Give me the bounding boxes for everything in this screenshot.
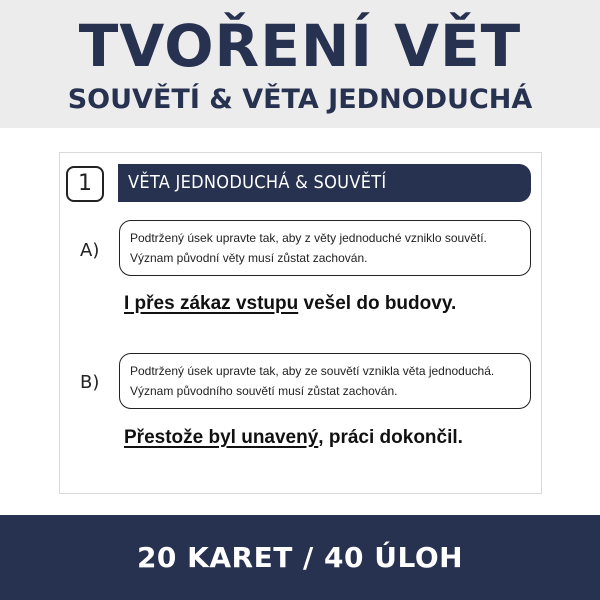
exercise-number-badge: 1 <box>66 166 104 202</box>
task-b-sentence-rest: , práci dokončil. <box>318 427 463 448</box>
task-b-sentence <box>124 427 463 449</box>
page-title: TVOŘENÍ VĚT <box>78 12 522 80</box>
task-a-sentence-rest: vešel do budovy. <box>298 293 457 314</box>
section-title-bar: VĚTA JEDNODUCHÁ & SOUVĚTÍ <box>118 164 531 202</box>
task-a-sentence <box>124 293 456 315</box>
task-b-underlined-part: Přestože byl unavený <box>124 427 319 448</box>
header-banner <box>0 0 600 128</box>
task-a-underlined-part: I přes zákaz vstupu <box>124 293 299 314</box>
page-subtitle: SOUVĚTÍ & VĚTA JEDNODUCHÁ <box>67 84 533 115</box>
task-b-instruction: Podtržený úsek upravte tak, aby ze souvětí vznikla věta jednoduchá. Význam původního souvětí musí zůstat zachován. <box>119 353 531 409</box>
task-letter-b: B) <box>80 372 100 393</box>
task-letter-a: A) <box>80 240 100 261</box>
footer-banner: 20 KARET / 40 ÚLOH <box>0 515 600 600</box>
task-a-instruction: Podtržený úsek upravte tak, aby z věty jednoduché vzniklo souvětí. Význam původní věty musí zůstat zachován. <box>119 220 531 276</box>
